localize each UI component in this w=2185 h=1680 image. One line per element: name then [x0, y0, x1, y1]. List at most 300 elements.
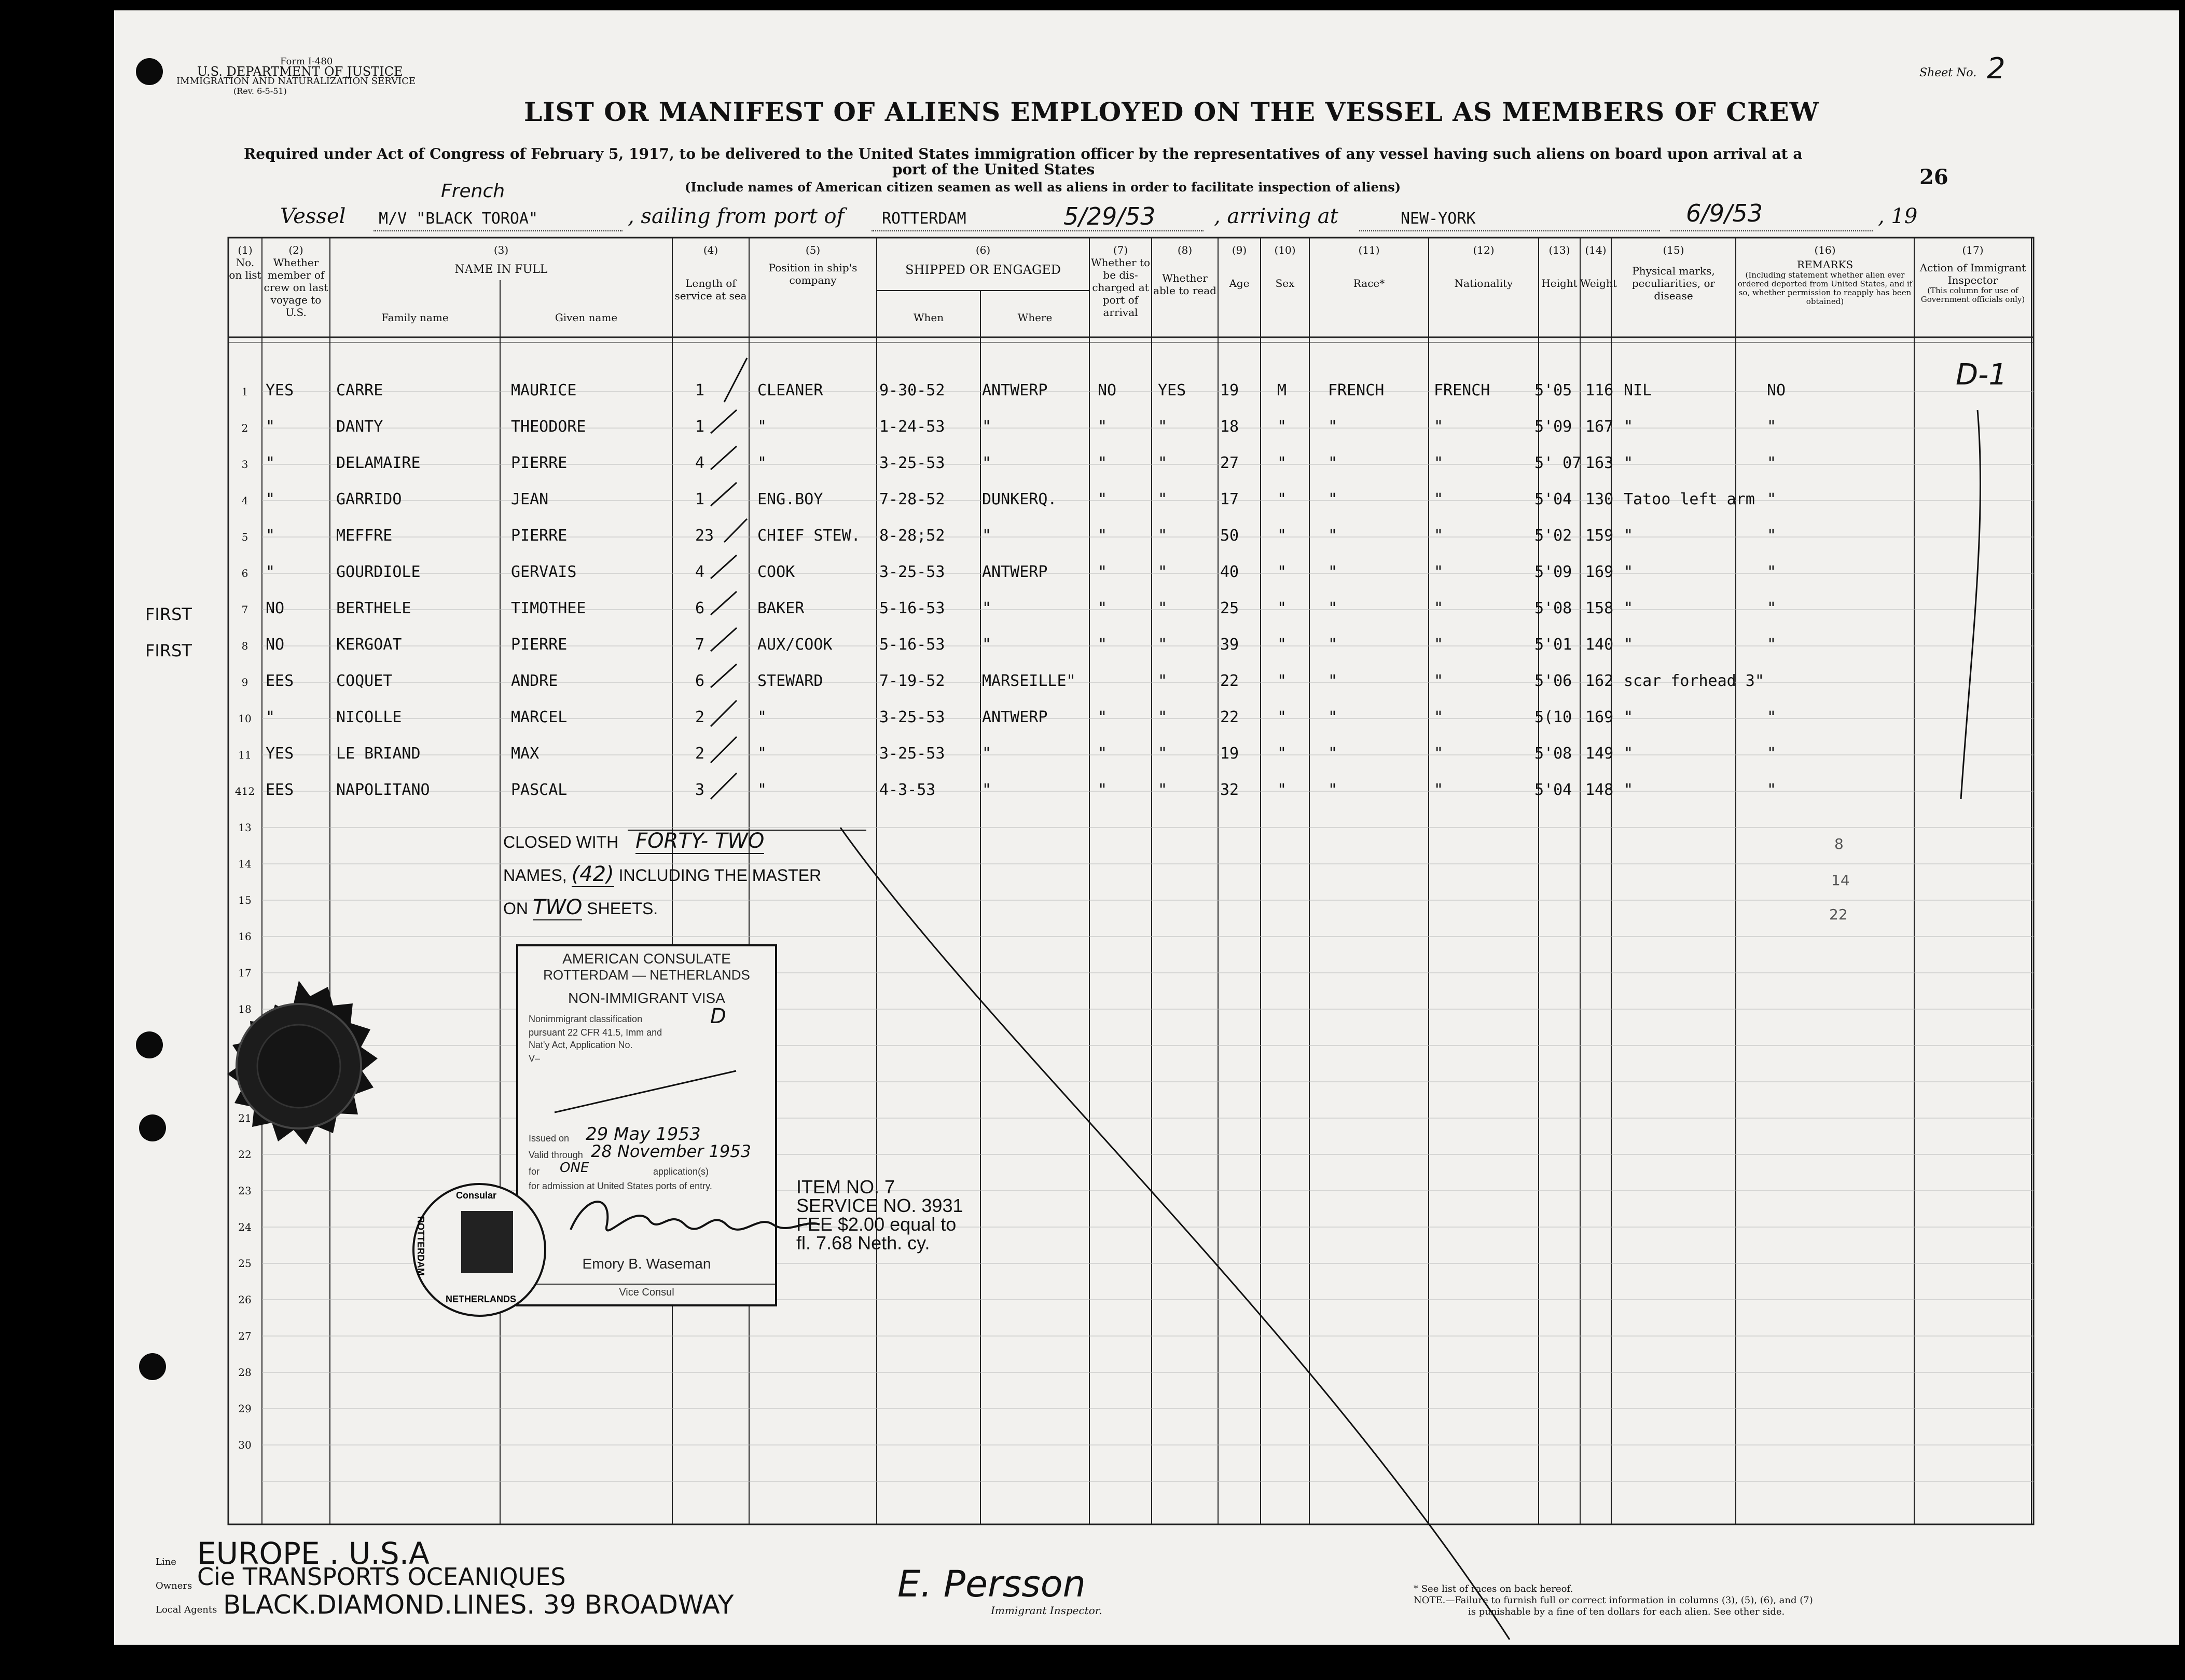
row-3-disch: " [1098, 454, 1108, 472]
col-12-header: (12) Nationality [1454, 244, 1513, 290]
row-10-given: MARCEL [511, 708, 568, 726]
row-6-length: 4 [695, 563, 705, 581]
footer-owners-label: Owners [156, 1580, 192, 1591]
row-9-marks: scar forhead 3" [1624, 672, 1764, 690]
year-label: , 19 [1878, 204, 1918, 228]
row-12-race: " [1328, 781, 1338, 799]
row-12-when: 4-3-53 [879, 781, 936, 799]
row-9-sex: " [1277, 672, 1287, 690]
fee-stamp-image [461, 1211, 513, 1273]
row-8-remarks: " [1767, 636, 1777, 654]
date-from: 5/29/53 [1063, 202, 1156, 230]
seal-left-text: ROTTERDAM [416, 1216, 426, 1276]
batch-number: 26 [1919, 165, 1948, 189]
row-1-position: CLEANER [757, 381, 823, 400]
row-3-weight: 163 [1585, 454, 1614, 472]
row-4-marks: Tatoo left arm [1624, 490, 1755, 508]
side-tally-3: 22 [1829, 906, 1848, 923]
row-10-read: " [1158, 708, 1168, 726]
row-4-length: 1 [695, 490, 705, 508]
visa-cancel-stroke [549, 1061, 746, 1123]
row-9-given: ANDRE [511, 672, 558, 690]
row-7-when: 5-16-53 [879, 599, 945, 617]
row-7-disch: " [1098, 599, 1108, 617]
row-9-n: 9 [241, 676, 248, 688]
row-10-race: " [1328, 708, 1338, 726]
row-8-when: 5-16-53 [879, 636, 945, 654]
row-11-age: 19 [1220, 745, 1239, 763]
row-3-sex: " [1277, 454, 1287, 472]
col-1-header: (1) No. on list [229, 244, 261, 281]
row-8-weight: 140 [1585, 636, 1614, 654]
row-11-where: " [982, 745, 992, 763]
row-6-n: 6 [241, 567, 248, 580]
row-4-sex: " [1277, 490, 1287, 508]
col-14-header: (14) Weight [1580, 244, 1617, 290]
row-6-disch: " [1098, 563, 1108, 581]
row-12-position: " [757, 781, 767, 799]
side-tally-2: 14 [1831, 872, 1850, 889]
row-11-height: 5'08 [1534, 745, 1572, 763]
visa-valid-date: 28 November 1953 [591, 1141, 751, 1161]
row-12-where: " [982, 781, 992, 799]
row-12-remarks: " [1767, 781, 1777, 799]
row-6-family: GOURDIOLE [336, 563, 421, 581]
row-11-read: " [1158, 745, 1168, 763]
row-2-read: " [1158, 418, 1168, 436]
row-2-weight: 167 [1585, 418, 1614, 436]
row-6-prior: " [266, 563, 275, 581]
row-6-marks: " [1624, 563, 1634, 581]
row-2-marks: " [1624, 418, 1634, 436]
row-11-weight: 149 [1585, 745, 1614, 763]
sheet-label: Sheet No. [1919, 66, 1977, 79]
row-3-nat: " [1434, 454, 1444, 472]
row-9-race: " [1328, 672, 1338, 690]
col-13-header: (13) Height [1541, 244, 1578, 290]
row-9-read: " [1158, 672, 1168, 690]
row-4-n: 4 [241, 494, 248, 507]
visa-city: ROTTERDAM — NETHERLANDS [543, 967, 750, 983]
row-6-position: COOK [757, 563, 795, 581]
row-5-nat: " [1434, 527, 1444, 545]
row-11-given: MAX [511, 745, 540, 763]
col-15-header: (15) Physical marks, peculiarities, or disease [1631, 244, 1716, 302]
subtitle-include: (Include names of American citizen seamen as well as aliens in order to facilitate inspection of aliens) [685, 180, 1401, 195]
row-4-age: 17 [1220, 490, 1239, 508]
vessel-flag-handwritten: French [441, 181, 505, 202]
footer-line-value: EUROPE . U.S.A [197, 1536, 430, 1571]
row-12-height: 5'04 [1534, 781, 1572, 799]
row-11-n: 11 [238, 749, 252, 761]
row-12-read: " [1158, 781, 1168, 799]
consul-signature [565, 1188, 825, 1256]
row-3-where: " [982, 454, 992, 472]
row-12-weight: 148 [1585, 781, 1614, 799]
inspector-label: Immigrant Inspector. [991, 1604, 1102, 1617]
col-9-header: (9) Age [1229, 244, 1250, 290]
row-8-age: 39 [1220, 636, 1239, 654]
empty-row-number: 22 [238, 1148, 252, 1161]
empty-row-number: 14 [238, 858, 252, 870]
visa-v: V– [529, 1053, 541, 1064]
row-2-prior: " [266, 418, 275, 436]
fee-item: ITEM NO. 7 [796, 1176, 895, 1197]
row-10-weight: 169 [1585, 708, 1614, 726]
row-2-given: THEODORE [511, 418, 586, 436]
row-8-marks: " [1624, 636, 1634, 654]
form-number: Form I-480 [280, 56, 333, 67]
row-2-position: " [757, 418, 767, 436]
row-9-age: 22 [1220, 672, 1239, 690]
row-5-sex: " [1277, 527, 1287, 545]
visa-admission: for admission at United States ports of entry. [529, 1181, 712, 1191]
col-16-header: (16) REMARKS (Including statement whether alien ever ordered deported from United States, and if so, whether permission to reapply has been obtained) [1737, 244, 1913, 306]
row-8-given: PIERRE [511, 636, 568, 654]
row-2-nat: " [1434, 418, 1444, 436]
row-12-disch: " [1098, 781, 1108, 799]
row-5-given: PIERRE [511, 527, 568, 545]
footer-agents-label: Local Agents [156, 1604, 217, 1615]
row-1-nat: FRENCH [1434, 381, 1490, 400]
row-5-n: 5 [241, 531, 248, 543]
row-4-remarks: " [1767, 490, 1777, 508]
row-4-read: " [1158, 490, 1168, 508]
row-4-disch: " [1098, 490, 1108, 508]
row-3-position: " [757, 454, 767, 472]
row-7-given: TIMOTHEE [511, 599, 586, 617]
row-3-height: 5' 07 [1534, 454, 1582, 472]
footer-agents-value: BLACK.DIAMOND.LINES. 39 BROADWAY [223, 1590, 734, 1620]
sailing-label: , sailing from port of [628, 204, 845, 228]
row-4-race: " [1328, 490, 1338, 508]
row-5-weight: 159 [1585, 527, 1614, 545]
row-12-n: 412 [234, 785, 255, 797]
row-7-length: 6 [695, 599, 705, 617]
row-7-position: BAKER [757, 599, 805, 617]
row-5-prior: " [266, 527, 275, 545]
seal-top-text: Consular [456, 1190, 497, 1201]
sheet-number: 2 [1987, 52, 2006, 86]
row-12-length: 3 [695, 781, 705, 799]
visa-class-label: Nonimmigrant classification [529, 1014, 643, 1024]
row-5-position: CHIEF STEW. [757, 527, 861, 545]
row-8-sex: " [1277, 636, 1287, 654]
row-2-where: " [982, 418, 992, 436]
row-10-remarks: " [1767, 708, 1777, 726]
row-8-disch: " [1098, 636, 1108, 654]
footer-note-races: * See list of races on back hereof. [1414, 1583, 1573, 1594]
row-1-race: FRENCH [1328, 381, 1385, 400]
row-4-given: JEAN [511, 490, 549, 508]
consular-seal-emblem [200, 975, 397, 1173]
row-7-sex: " [1277, 599, 1287, 617]
row-8-nat: " [1434, 636, 1444, 654]
date-to: 6/9/53 [1686, 199, 1763, 227]
col-6-header: (6) SHIPPED OR ENGAGED [905, 244, 1061, 277]
row-2-disch: " [1098, 418, 1108, 436]
row-9-nat: " [1434, 672, 1444, 690]
row-1-weight: 116 [1585, 381, 1614, 400]
row-2-remarks: " [1767, 418, 1777, 436]
row-11-family: LE BRIAND [336, 745, 421, 763]
row-1-disch: NO [1098, 381, 1117, 400]
empty-row-number: 26 [238, 1293, 252, 1306]
row-2-family: DANTY [336, 418, 383, 436]
empty-row-number: 16 [238, 930, 252, 943]
row-5-read: " [1158, 527, 1168, 545]
row-2-height: 5'09 [1534, 418, 1572, 436]
empty-row-number: 28 [238, 1366, 252, 1379]
col-4-header: (4) Length of service at sea [674, 244, 747, 302]
row-10-nat: " [1434, 708, 1444, 726]
row-6-where: ANTWERP [982, 563, 1048, 581]
row-1-length: 1 [695, 381, 705, 400]
row-9-prior: EES [266, 672, 294, 690]
row-10-family: NICOLLE [336, 708, 402, 726]
side-tally-1: 8 [1834, 835, 1844, 852]
row-6-height: 5'09 [1534, 563, 1572, 581]
row-1-marks: NIL [1624, 381, 1652, 400]
row-3-length: 4 [695, 454, 705, 472]
visa-signer-title: Vice Consul [518, 1284, 775, 1299]
row-10-age: 22 [1220, 708, 1239, 726]
row-12-prior: EES [266, 781, 294, 799]
visa-pursuant: pursuant 22 CFR 41.5, Imm and [529, 1027, 662, 1038]
row-8-prior: NO [266, 636, 285, 654]
row-7-family: BERTHELE [336, 599, 411, 617]
row-7-weight: 158 [1585, 599, 1614, 617]
row-4-weight: 130 [1585, 490, 1614, 508]
col-6-where-header: Where [1017, 311, 1053, 324]
row-10-disch: " [1098, 708, 1108, 726]
visa-for-label: for [529, 1166, 540, 1177]
row-1-given: MAURICE [511, 381, 577, 400]
row-8-n: 8 [241, 640, 248, 652]
row-1-sex: M [1277, 381, 1287, 400]
revision: (Rev. 6-5-51) [233, 86, 287, 96]
row-7-nat: " [1434, 599, 1444, 617]
col-6-when-header: When [913, 311, 944, 324]
empty-row-number: 30 [238, 1439, 252, 1451]
row-11-length: 2 [695, 745, 705, 763]
row-12-marks: " [1624, 781, 1634, 799]
inspector-signature: E. Persson [897, 1563, 1086, 1605]
row-10-prior: " [266, 708, 275, 726]
visa-act: Nat'y Act, Application No. [529, 1040, 633, 1050]
row-6-remarks: " [1767, 563, 1777, 581]
row-1-where: ANTWERP [982, 381, 1048, 400]
row-5-height: 5'02 [1534, 527, 1572, 545]
row-7-age: 25 [1220, 599, 1239, 617]
col-7-header: (7) Whether to be dis-charged at port of arrival [1090, 244, 1151, 319]
row-4-when: 7-28-52 [879, 490, 945, 508]
fee-florins: fl. 7.68 Neth. cy. [796, 1232, 930, 1254]
row-1-when: 9-30-52 [879, 381, 945, 400]
row-3-when: 3-25-53 [879, 454, 945, 472]
row-12-sex: " [1277, 781, 1287, 799]
col-17-header: (17) Action of Immigrant Inspector (This column for use of Government officials only) [1919, 244, 2026, 304]
row-11-sex: " [1277, 745, 1287, 763]
row-8-height: 5'01 [1534, 636, 1572, 654]
row-8-position: AUX/COOK [757, 636, 833, 654]
row-6-sex: " [1277, 563, 1287, 581]
col-10-header: (10) Sex [1274, 244, 1296, 290]
row-10-where: ANTWERP [982, 708, 1048, 726]
row-8-length: 7 [695, 636, 705, 654]
row-3-n: 3 [241, 458, 248, 471]
empty-row-number: 23 [238, 1185, 252, 1197]
col-8-header: (8) Whether able to read [1153, 244, 1216, 297]
row-9-where: MARSEILLE" [982, 672, 1076, 690]
col-2-header: (2) Whether member of crew on last voyage to U.S. [264, 244, 328, 319]
visa-for-value: ONE [560, 1160, 589, 1176]
row-1-n: 1 [241, 385, 248, 398]
row-8-where: " [982, 636, 992, 654]
fee-service: SERVICE NO. 3931 [796, 1195, 963, 1216]
subtitle-port: port of the United States [892, 161, 1095, 178]
row-3-remarks: " [1767, 454, 1777, 472]
row-1-read: YES [1158, 381, 1186, 400]
empty-row-number: 17 [238, 967, 252, 979]
col-3-header: (3) NAME IN FULL [454, 244, 548, 276]
row-4-where: DUNKERQ. [982, 490, 1057, 508]
row-3-age: 27 [1220, 454, 1239, 472]
row-4-nat: " [1434, 490, 1444, 508]
row-2-when: 1-24-53 [879, 418, 945, 436]
visa-signer: Emory B. Waseman [582, 1256, 711, 1272]
row-3-marks: " [1624, 454, 1634, 472]
row-9-height: 5'06 [1534, 672, 1572, 690]
col-11-header: (11) Race* [1353, 244, 1385, 290]
row-2-age: 18 [1220, 418, 1239, 436]
row-9-weight: 162 [1585, 672, 1614, 690]
row-12-nat: " [1434, 781, 1444, 799]
visa-issued-date: 29 May 1953 [586, 1124, 701, 1145]
visa-issued-label: Issued on [529, 1133, 570, 1144]
margin-note-first-7: FIRST [145, 604, 192, 624]
empty-row-number: 18 [238, 1003, 252, 1015]
row-5-disch: " [1098, 527, 1108, 545]
department: U.S. DEPARTMENT OF JUSTICE [197, 64, 403, 79]
row-10-height: 5(10 [1534, 708, 1572, 726]
row-10-when: 3-25-53 [879, 708, 945, 726]
row-11-nat: " [1434, 745, 1444, 763]
row-10-marks: " [1624, 708, 1634, 726]
row-11-position: " [757, 745, 767, 763]
footer-note-penalty-2: is punishable by a fine of ten dollars for each alien. See other side. [1468, 1606, 1785, 1617]
row-6-given: GERVAIS [511, 563, 577, 581]
row-5-marks: " [1624, 527, 1634, 545]
col-5-header: (5) Position in ship's company [768, 244, 858, 286]
row-9-when: 7-19-52 [879, 672, 945, 690]
row-11-when: 3-25-53 [879, 745, 945, 763]
row-7-n: 7 [241, 603, 248, 616]
row-1-remarks: NO [1767, 381, 1786, 400]
empty-row-number: 15 [238, 894, 252, 906]
row-3-read: " [1158, 454, 1168, 472]
visa-consulate: AMERICAN CONSULATE [562, 951, 731, 967]
row-6-read: " [1158, 563, 1168, 581]
row-6-when: 3-25-53 [879, 563, 945, 581]
visa-type: NON-IMMIGRANT VISA [568, 990, 725, 1006]
row-12-given: PASCAL [511, 781, 568, 799]
footer-line-label: Line [156, 1557, 176, 1567]
visa-class-value: D [710, 1004, 726, 1028]
empty-row-number: 27 [238, 1330, 252, 1342]
empty-row-number: 25 [238, 1257, 252, 1270]
row-2-n: 2 [241, 422, 248, 434]
row-10-position: " [757, 708, 767, 726]
row-9-position: STEWARD [757, 672, 823, 690]
row-12-age: 32 [1220, 781, 1239, 799]
row-9-length: 6 [695, 672, 705, 690]
row-7-marks: " [1624, 599, 1634, 617]
row-11-race: " [1328, 745, 1338, 763]
visa-valid-label: Valid through [529, 1150, 583, 1160]
footer-owners-value: Cie TRANSPORTS OCEANIQUES [197, 1563, 566, 1591]
service: IMMIGRATION AND NATURALIZATION SERVICE [176, 76, 416, 87]
row-10-n: 10 [238, 712, 252, 725]
row-3-race: " [1328, 454, 1338, 472]
row-10-length: 2 [695, 708, 705, 726]
inspector-action-mark: D-1 [1956, 358, 2007, 392]
row-11-marks: " [1624, 745, 1634, 763]
row-3-family: DELAMAIRE [336, 454, 421, 472]
row-8-race: " [1328, 636, 1338, 654]
row-4-prior: " [266, 490, 275, 508]
fee-block [796, 1178, 963, 1252]
row-1-prior: YES [266, 381, 294, 400]
row-1-height: 5'05 [1534, 381, 1572, 400]
row-3-prior: " [266, 454, 275, 472]
closing-statement: CLOSED WITH FORTY- TWO NAMES, (42) INCLUDING THE MASTER ON TWO SHEETS. [503, 829, 822, 919]
row-6-weight: 169 [1585, 563, 1614, 581]
empty-row-number: 21 [238, 1112, 252, 1124]
row-9-family: COQUET [336, 672, 393, 690]
row-5-family: MEFFRE [336, 527, 393, 545]
row-6-race: " [1328, 563, 1338, 581]
page-title: LIST OR MANIFEST OF ALIENS EMPLOYED ON THE VESSEL AS MEMBERS OF CREW [524, 97, 1819, 127]
port-to: NEW-YORK [1401, 210, 1476, 228]
vessel-name: M/V "BLACK TOROA" [379, 210, 538, 228]
fee-amount: FEE $2.00 equal to [796, 1214, 957, 1235]
row-7-height: 5'08 [1534, 599, 1572, 617]
row-5-age: 50 [1220, 527, 1239, 545]
row-7-remarks: " [1767, 599, 1777, 617]
col-3-given-header: Given name [555, 311, 618, 324]
row-8-family: KERGOAT [336, 636, 402, 654]
row-6-age: 40 [1220, 563, 1239, 581]
row-7-read: " [1158, 599, 1168, 617]
row-5-length: 23 [695, 527, 714, 545]
empty-row-number: 29 [238, 1402, 252, 1415]
row-7-prior: NO [266, 599, 285, 617]
row-12-family: NAPOLITANO [336, 781, 430, 799]
row-3-given: PIERRE [511, 454, 568, 472]
seal-bottom-text: NETHERLANDS [446, 1294, 517, 1304]
footer-note-penalty-1: NOTE.—Failure to furnish full or correct information in columns (3), (5), (6), and (7) [1414, 1595, 1813, 1606]
row-5-where: " [982, 527, 992, 545]
margin-note-first-8: FIRST [145, 641, 192, 660]
row-1-age: 19 [1220, 381, 1239, 400]
row-6-nat: " [1434, 563, 1444, 581]
row-5-remarks: " [1767, 527, 1777, 545]
arriving-label: , arriving at [1214, 204, 1338, 228]
row-7-race: " [1328, 599, 1338, 617]
visa-applications: application(s) [653, 1166, 709, 1177]
row-11-disch: " [1098, 745, 1108, 763]
